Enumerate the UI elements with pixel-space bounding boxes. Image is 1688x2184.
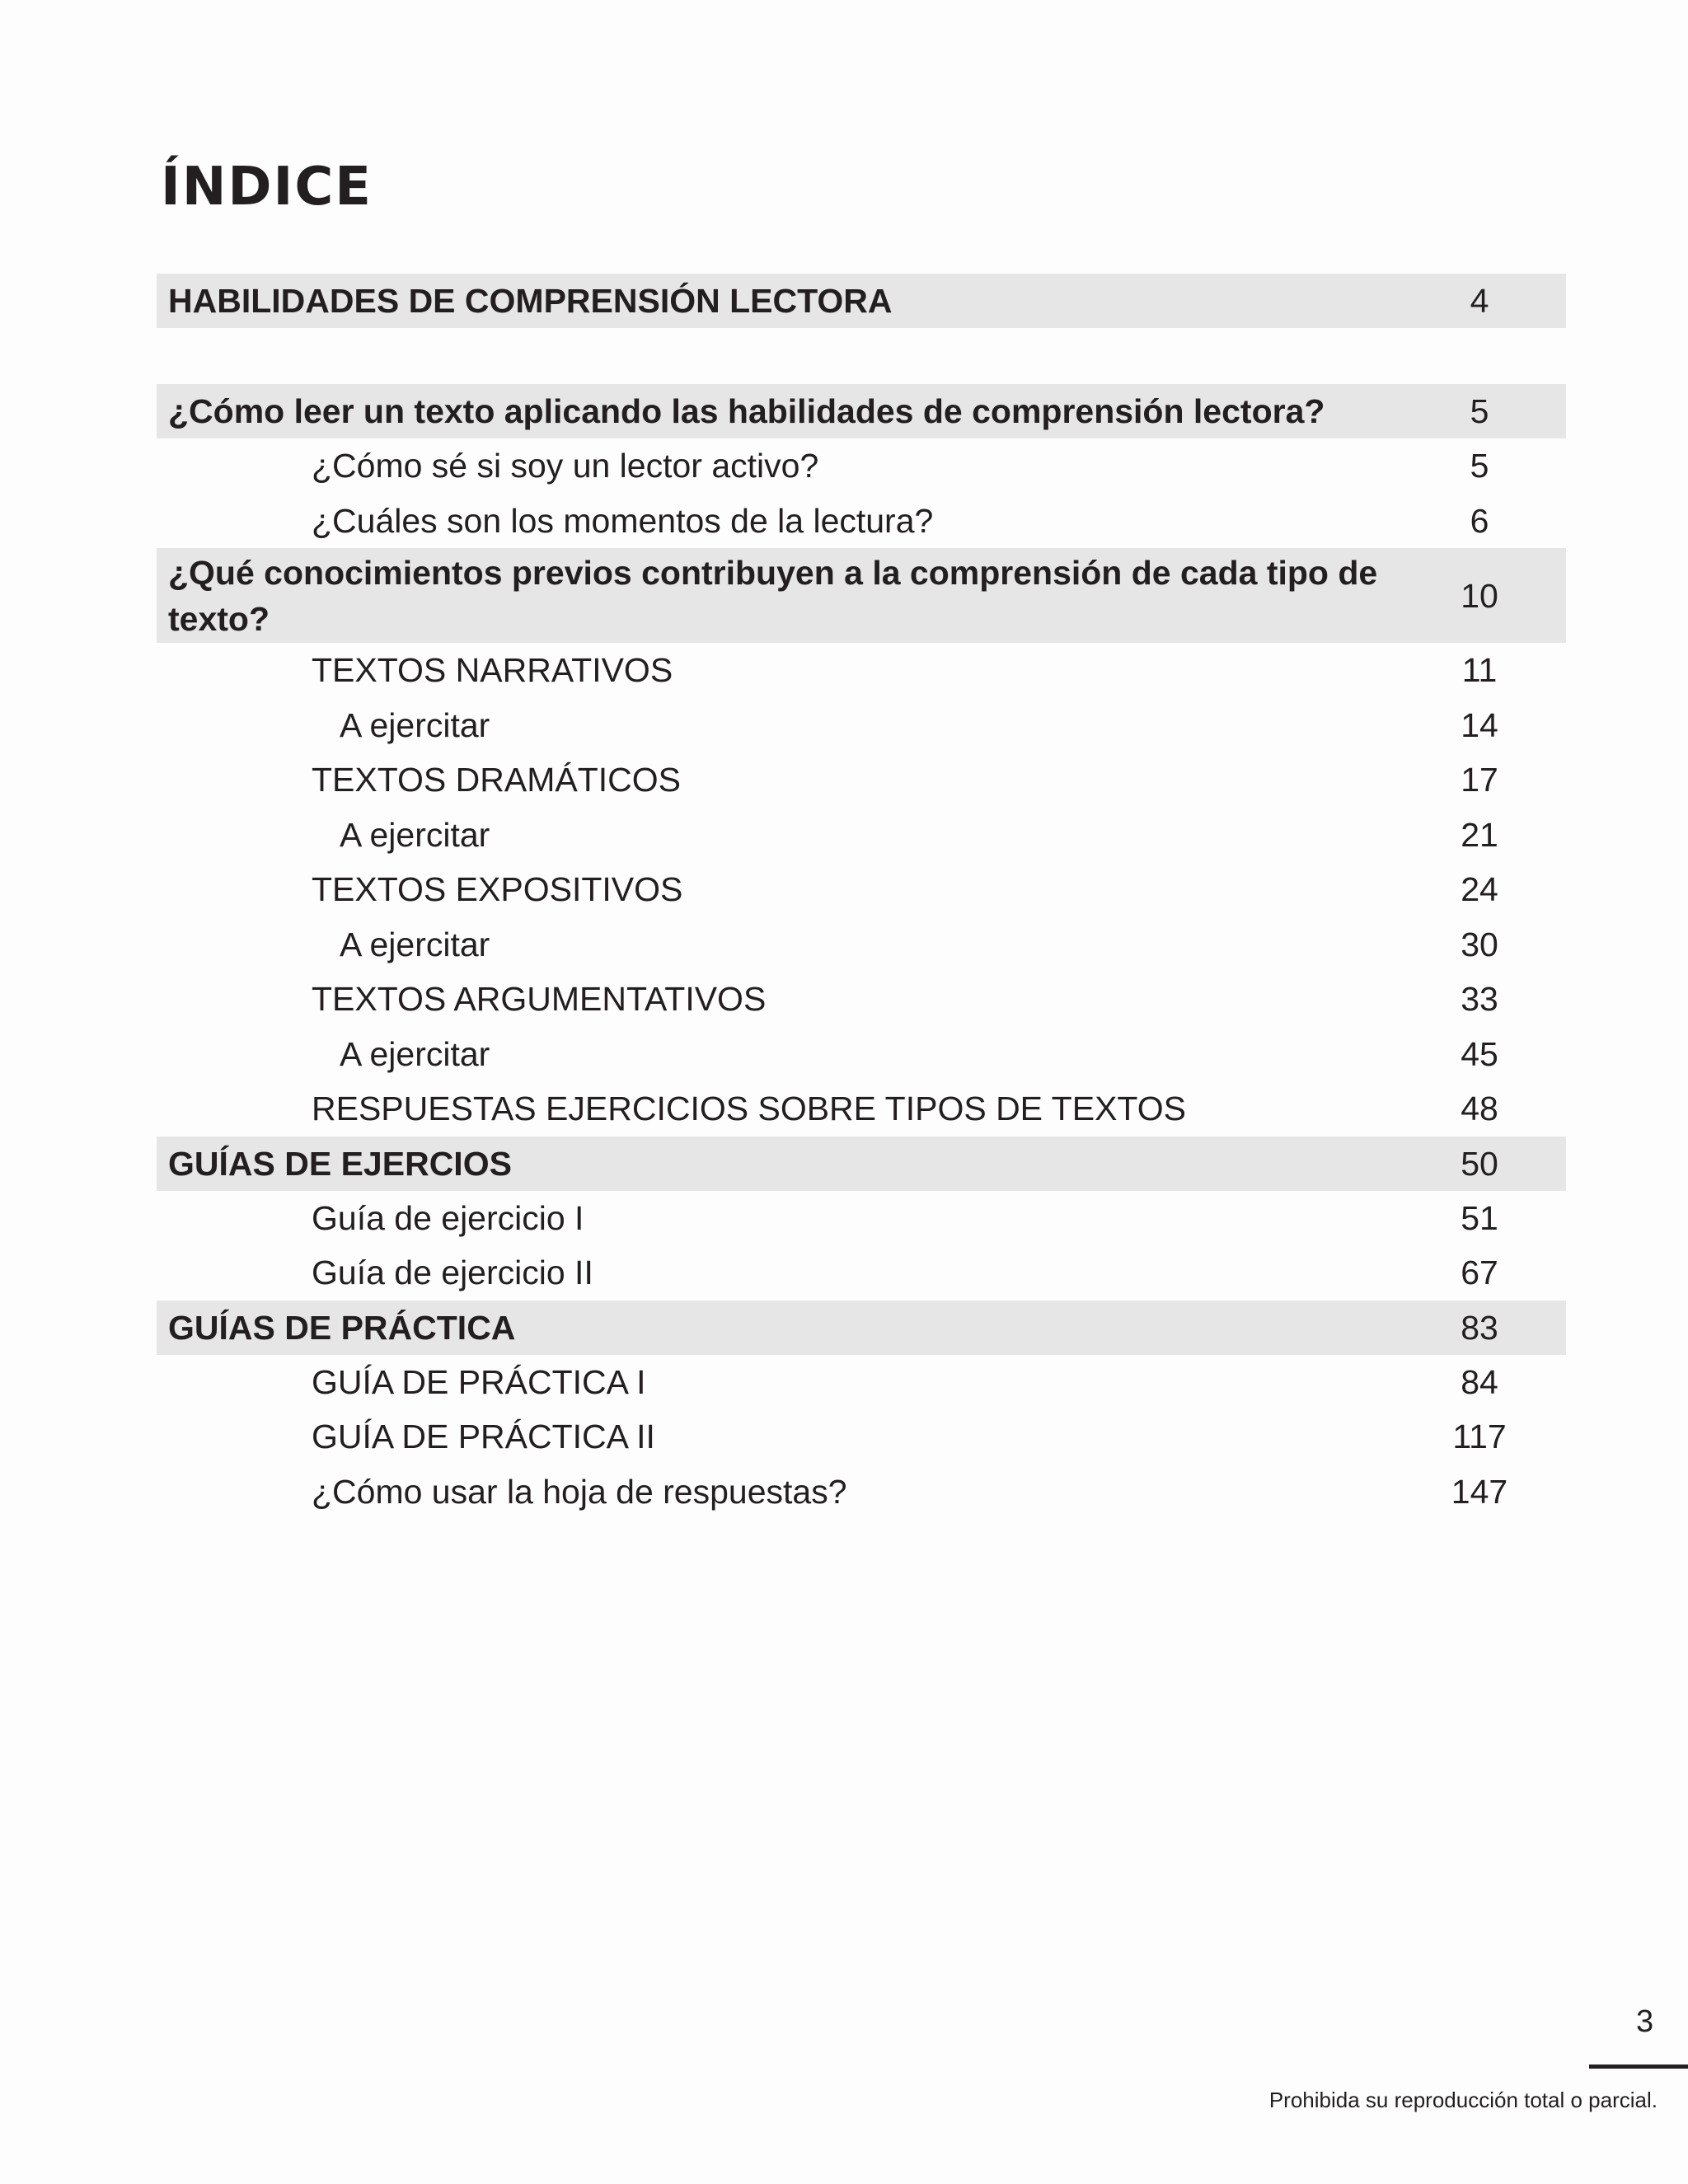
toc-entry-page: 51 [1461,1198,1498,1237]
toc-entry-label: A ejercitar [340,705,490,744]
toc-entry-page: 33 [1461,980,1498,1019]
toc-entry-page: 14 [1461,705,1498,744]
toc-entry-label: TEXTOS NARRATIVOS [312,651,673,690]
toc-entry-page: 48 [1461,1090,1498,1128]
toc-entry-label: A ejercitar [340,925,490,963]
toc-entry-page: 67 [1461,1254,1498,1292]
toc-entry-label: A ejercitar [340,1034,490,1073]
toc-sub-row[interactable] [157,1191,1566,1246]
toc-entry-page: 30 [1461,925,1498,963]
toc-entry-page: 50 [1461,1144,1498,1183]
toc-sub-row[interactable] [157,1409,1566,1465]
toc-entry-label: HABILIDADES DE COMPRENSIÓN LECTORA [168,282,893,320]
toc-entry-label: TEXTOS DRAMÁTICOS [312,761,682,799]
toc-entry-page: 117 [1452,1418,1507,1456]
toc-entry-label: ¿Qué conocimientos previos contribuyen a la comprensión de cada tipo de texto? [168,553,1378,638]
toc-entry-page: 147 [1451,1472,1508,1511]
toc-entry-label: GUÍAS DE EJERCIOS [168,1144,512,1183]
spacer [157,328,1566,384]
toc-sub-row[interactable] [157,862,1566,917]
toc-entry-label: GUÍA DE PRÁCTICA I [312,1362,646,1401]
toc-section-row[interactable] [157,274,1566,328]
toc-sub-row[interactable] [157,972,1566,1027]
toc-sub-row[interactable] [157,917,1566,972]
toc-entry-label: Guía de ejercicio I [312,1198,584,1237]
toc-entry-label: Guía de ejercicio II [312,1254,593,1292]
toc-entry-label: ¿Cómo leer un texto aplicando las habilidades de comprensión lectora? [168,392,1325,430]
toc-entry-label: TEXTOS EXPOSITIVOS [312,870,683,909]
toc-entry-page: 83 [1461,1308,1498,1347]
toc-sub-row[interactable] [157,808,1566,863]
toc-sub-row[interactable] [157,438,1566,494]
toc-entry-page: 17 [1461,761,1498,799]
toc-section-row[interactable] [157,1301,1566,1355]
toc-entry-label: ¿Cuáles son los momentos de la lectura? [312,501,934,540]
page-title: ÍNDICE [161,157,373,218]
toc-entry-page: 4 [1470,282,1489,320]
toc-entry-page: 5 [1470,447,1489,485]
toc-entry-label: GUÍAS DE PRÁCTICA [168,1308,516,1347]
toc-section-row[interactable] [157,1137,1566,1191]
toc-sub-row[interactable] [157,1081,1566,1137]
page-number: 3 [1636,2004,1654,2039]
toc-entry-page: 10 [1461,576,1498,615]
toc-sub-row[interactable] [157,494,1566,549]
toc-entry-page: 11 [1461,651,1498,690]
toc-sub-row[interactable] [157,698,1566,753]
footer-copyright: Prohibida su reproducción total o parcial. [1268,2088,1658,2112]
toc-section-row[interactable] [157,384,1566,438]
toc-sub-row[interactable] [157,1245,1566,1301]
toc-sub-row[interactable] [157,1355,1566,1410]
table-of-contents [157,274,1566,1519]
page-number-rule [1589,2064,1688,2069]
toc-entry-label: ¿Cómo sé si soy un lector activo? [312,447,819,485]
toc-entry-page: 21 [1461,815,1498,854]
toc-entry-label: RESPUESTAS EJERCICIOS SOBRE TIPOS DE TEXTOS [312,1090,1186,1128]
toc-section-row[interactable] [157,548,1566,643]
toc-sub-row[interactable] [157,1027,1566,1082]
toc-sub-row[interactable] [157,1465,1566,1520]
toc-entry-page: 84 [1461,1362,1498,1401]
toc-sub-row[interactable] [157,643,1566,698]
toc-sub-row[interactable] [157,752,1566,808]
toc-entry-label: GUÍA DE PRÁCTICA II [312,1418,655,1456]
toc-entry-label: TEXTOS ARGUMENTATIVOS [312,980,767,1019]
toc-entry-label: A ejercitar [340,815,490,854]
toc-entry-page: 6 [1470,501,1489,540]
toc-entry-page: 24 [1461,870,1498,909]
toc-entry-page: 45 [1461,1034,1498,1073]
toc-entry-page: 5 [1470,392,1489,430]
toc-entry-label: ¿Cómo usar la hoja de respuestas? [312,1472,847,1511]
